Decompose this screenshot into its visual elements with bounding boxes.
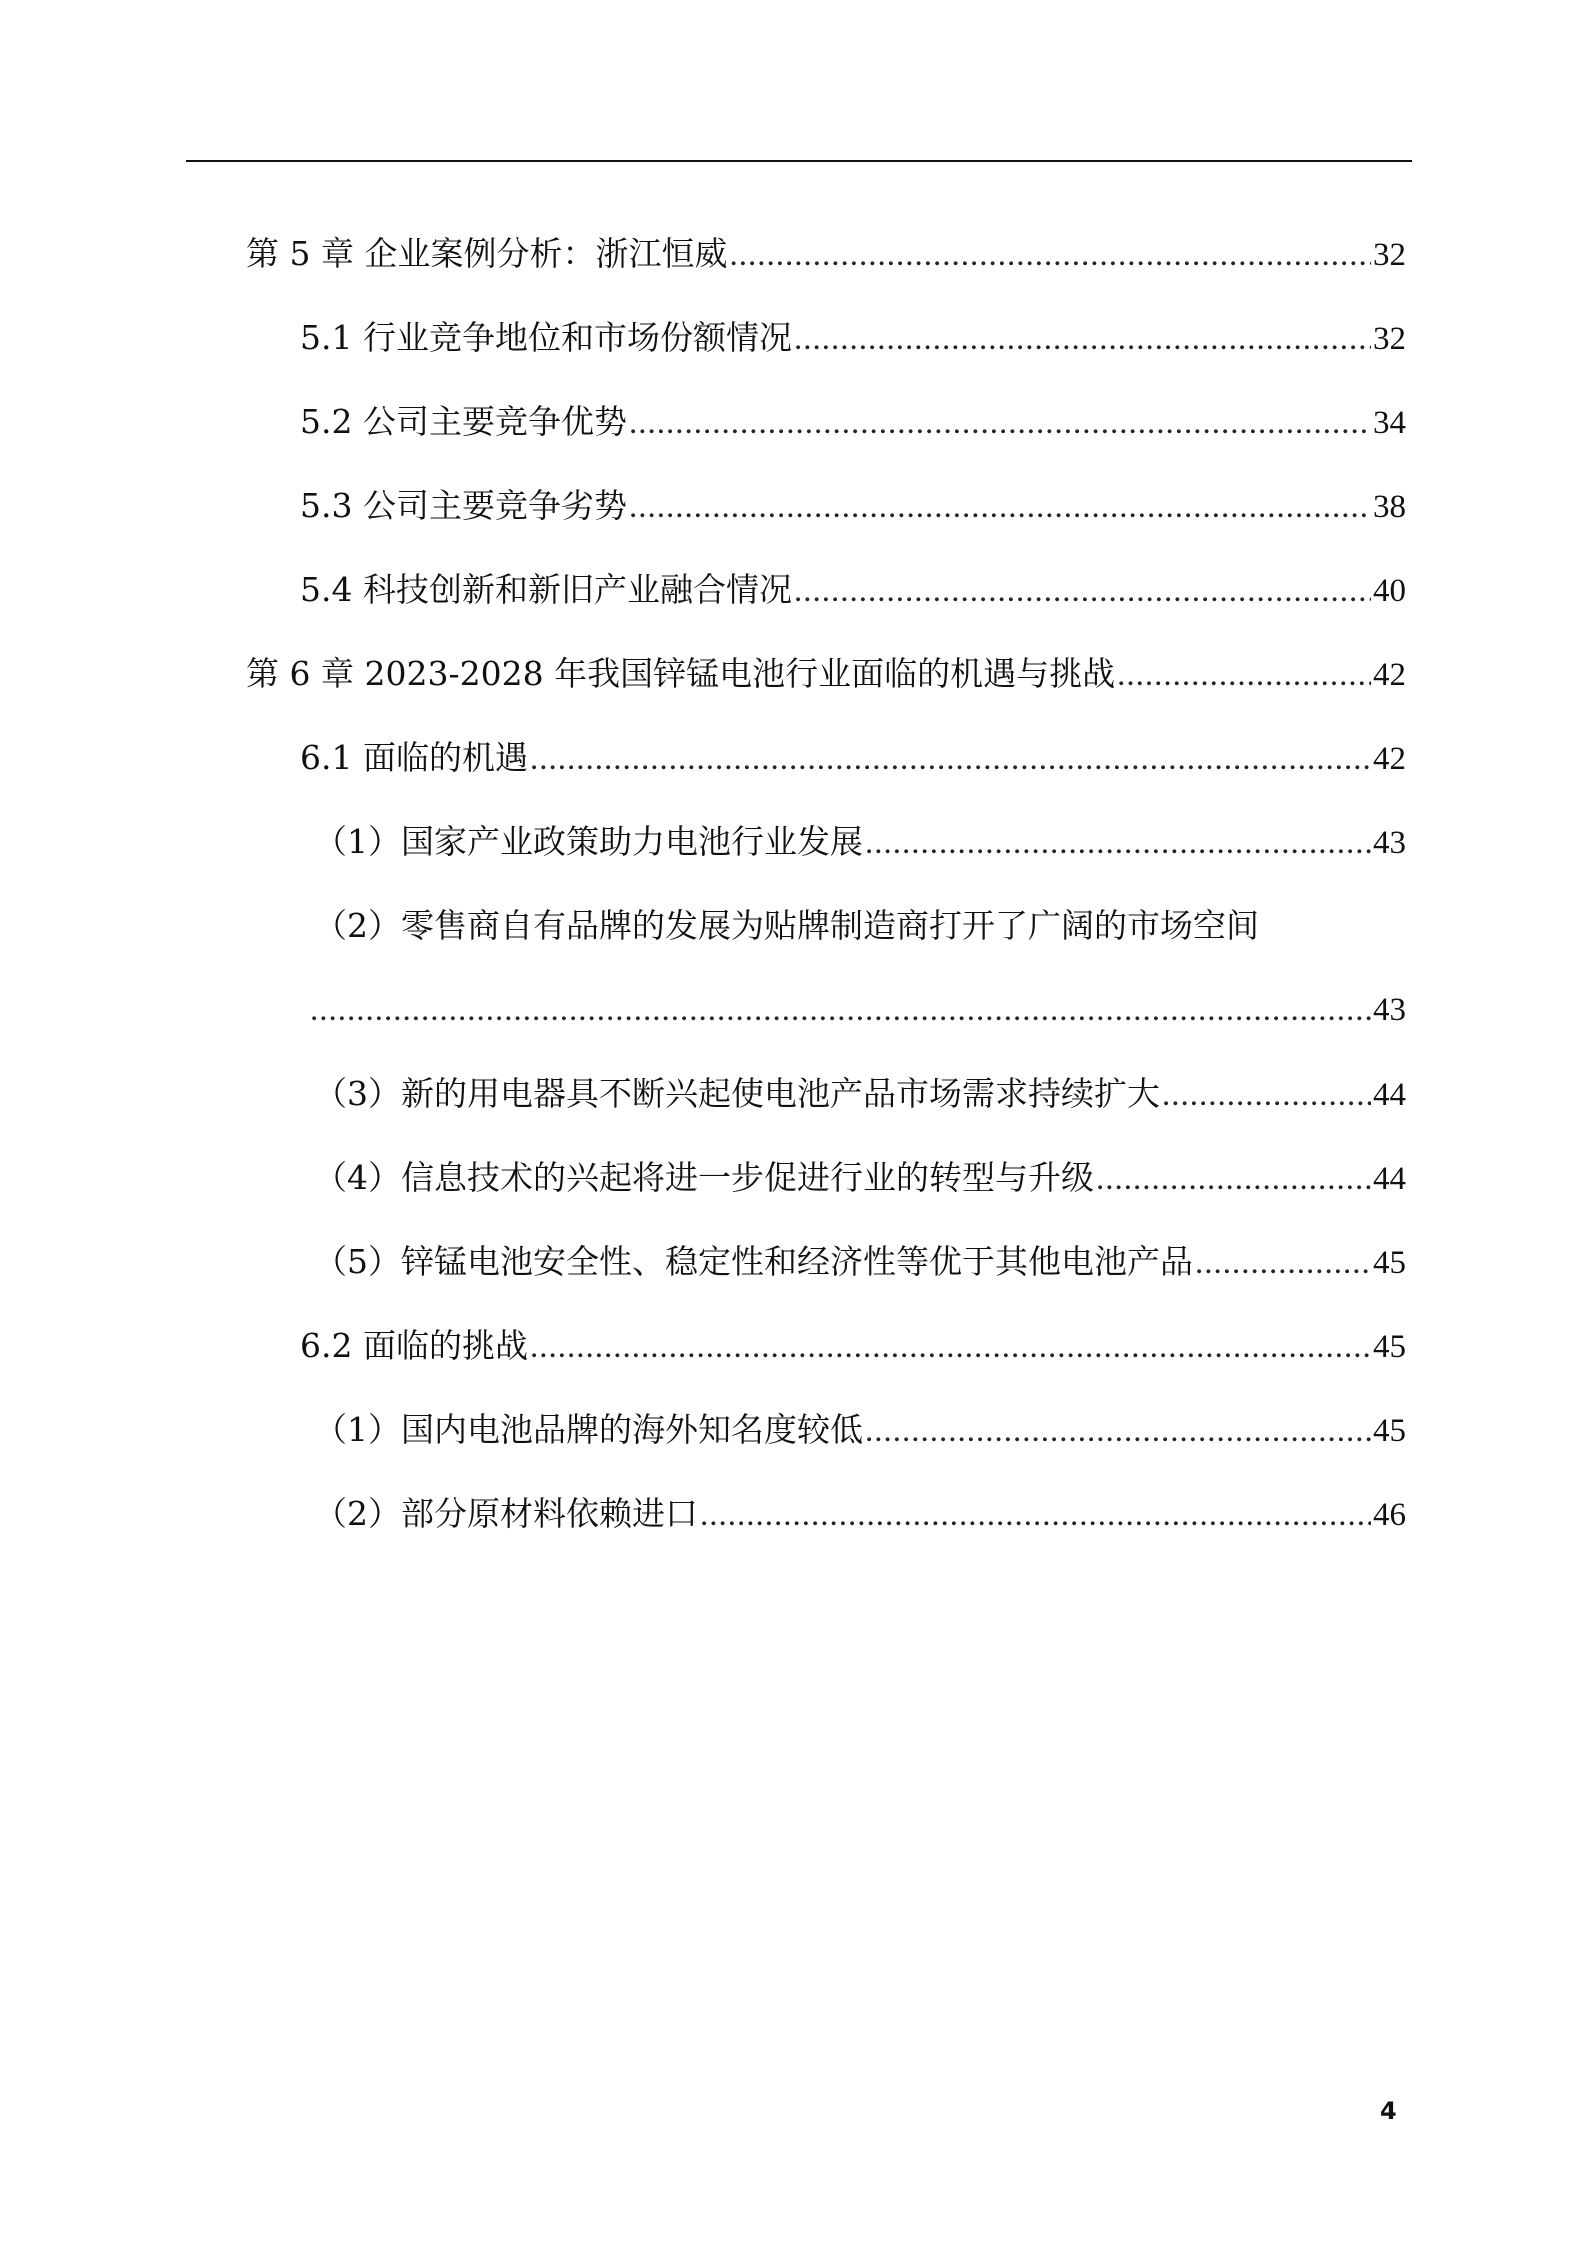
page-number: 4 xyxy=(1380,2097,1397,2125)
toc-leader-dots xyxy=(865,1409,1371,1453)
toc-entry-6-2[interactable] xyxy=(300,1324,1406,1368)
toc-leader-dots xyxy=(310,988,1371,1032)
toc-entry-page: 40 xyxy=(1373,573,1406,609)
toc-entry-page: 45 xyxy=(1373,1245,1406,1281)
toc-entry-6-1-2-title[interactable]: （2）零售商自有品牌的发展为贴牌制造商打开了广阔的市场空间 xyxy=(314,906,1259,945)
toc-leader-dots xyxy=(1096,1157,1371,1201)
toc-entry-5-2[interactable] xyxy=(300,400,1406,444)
toc-entry-6-1-5[interactable] xyxy=(314,1240,1406,1284)
toc-entry-title: （3）新的用电器具不断兴起使电池产品市场需求持续扩大 xyxy=(314,1074,1160,1113)
toc-entry-6-1-1[interactable] xyxy=(314,820,1406,864)
toc-entry-title: 6.2 面临的挑战 xyxy=(300,1326,528,1365)
toc-entry-6-1-4[interactable] xyxy=(314,1156,1406,1200)
toc-leader-dots xyxy=(1195,1241,1371,1285)
toc-entry-6-2-1[interactable] xyxy=(314,1408,1406,1452)
toc-entry-page: 44 xyxy=(1373,1077,1406,1113)
toc-leader-dots xyxy=(1117,653,1371,697)
toc-entry-5-3[interactable] xyxy=(300,484,1406,528)
toc-leader-dots xyxy=(729,233,1371,277)
toc-entry-6-1-2[interactable] xyxy=(308,988,1406,1032)
toc-leader-dots xyxy=(794,569,1371,613)
toc-entry-title: 5.1 行业竞争地位和市场份额情况 xyxy=(300,318,792,357)
toc-leader-dots xyxy=(700,1493,1371,1537)
toc-leader-dots xyxy=(1162,1073,1371,1117)
toc-entry-page: 34 xyxy=(1373,405,1406,441)
toc-entry-title: （4）信息技术的兴起将进一步促进行业的转型与升级 xyxy=(314,1158,1094,1197)
toc-entry-page: 45 xyxy=(1373,1413,1406,1449)
toc-entry-5-1[interactable] xyxy=(300,316,1406,360)
toc-entry-page: 32 xyxy=(1373,321,1406,357)
toc-entry-title: 5.3 公司主要竞争劣势 xyxy=(300,486,627,525)
toc-entry-page: 42 xyxy=(1373,657,1406,693)
toc-entry-title: （5）锌锰电池安全性、稳定性和经济性等优于其他电池产品 xyxy=(314,1242,1193,1281)
toc-entry-5-4[interactable] xyxy=(300,568,1406,612)
toc-entry-6-1[interactable] xyxy=(300,736,1406,780)
toc-entry-page: 45 xyxy=(1373,1329,1406,1365)
toc-entry-page: 46 xyxy=(1373,1497,1406,1533)
toc-entry-chapter-6[interactable] xyxy=(246,652,1406,696)
toc-leader-dots xyxy=(629,485,1371,529)
toc-entry-page: 38 xyxy=(1373,489,1406,525)
toc-entry-page: 43 xyxy=(1373,992,1406,1028)
toc-entry-6-2-2[interactable] xyxy=(314,1492,1406,1536)
toc-entry-title: 5.2 公司主要竞争优势 xyxy=(300,402,627,441)
toc-leader-dots xyxy=(794,317,1371,361)
toc-entry-title: 第 6 章 2023-2028 年我国锌锰电池行业面临的机遇与挑战 xyxy=(246,654,1116,693)
toc-entry-title: 5.4 科技创新和新旧产业融合情况 xyxy=(300,570,792,609)
toc-entry-title: 第 5 章 企业案例分析：浙江恒威 xyxy=(246,234,728,273)
toc-entry-6-1-3[interactable] xyxy=(314,1072,1406,1116)
toc-entry-title: （2）部分原材料依赖进口 xyxy=(314,1494,698,1533)
toc-leader-dots xyxy=(865,821,1371,865)
toc-entry-title: （1）国内电池品牌的海外知名度较低 xyxy=(314,1410,863,1449)
toc-leader-dots xyxy=(530,737,1371,781)
toc-entry-page: 42 xyxy=(1373,741,1406,777)
toc-entry-title: 6.1 面临的机遇 xyxy=(300,738,528,777)
toc-entry-chapter-5[interactable] xyxy=(246,232,1406,276)
toc-entry-page: 44 xyxy=(1373,1161,1406,1197)
toc-entry-page: 43 xyxy=(1373,825,1406,861)
toc-leader-dots xyxy=(629,401,1371,445)
toc-leader-dots xyxy=(530,1325,1371,1369)
toc-entry-title: （1）国家产业政策助力电池行业发展 xyxy=(314,822,863,861)
toc-entry-page: 32 xyxy=(1373,237,1406,273)
